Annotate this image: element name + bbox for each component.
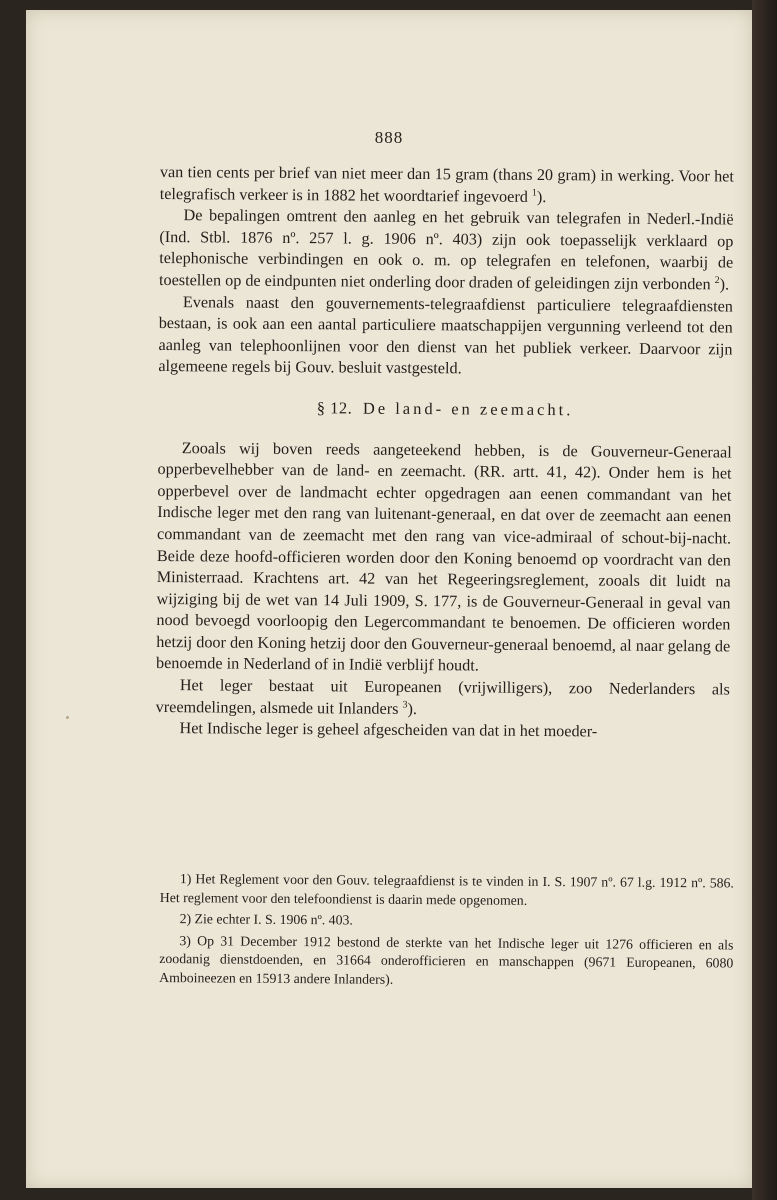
page-number: 888 — [374, 128, 404, 147]
footnote-1: 1) Het Reglement voor den Gouv. telegraafdienst is te vinden in I. S. 1907 nº. 67 l.g. 1912 nº. 586. Het reglement voor den telefoondienst is daarin mede opgenomen. — [159, 871, 734, 908]
paper-speck — [66, 716, 69, 719]
paragraph-commanders: Zooals wij boven reeds aangeteekend hebben, is de Gouverneur-Generaal opperbevelhebber van de land- en zeemacht. (RR. artt. 41, 42). Onder hem is het opperbevel over de landmacht echter opgedragen aan eenen commandant van het Indische leger met den rang van luitenant-generaal, en dat over de zeemacht aan eenen commandant van de zeemacht met den rang van vice-admiraal of schout-bij-nacht. Beide deze hoofd-officieren worden door den Koning benoemd op voordracht van den Ministerraad. Krachtens art. 42 van het Regeeringsreglement, zooals dit luidt na wijziging bij de wet van 14 Juli 1909, S. 177, is de Gouverneur-Generaal in geval van nood bevoegd voorloopig den Legercommandant te benoemen. De officieren worden hetzij door den Koning hetzij door den Gouverneur-generaal benoemd, al naar gelang de benoemde in Nederland of in Indië verblijf houdt. — [155, 438, 732, 675]
paragraph-army-composition: Het leger bestaat uit Europeanen (vrijwilligers), zoo Nederlanders als vreemdelingen, alsmede uit Inlanders $^3$). — [155, 676, 730, 718]
section-number: § 12. — [316, 398, 353, 418]
book-page — [26, 10, 752, 1188]
book-edge — [752, 0, 777, 1200]
paragraph-continued: van tien cents per brief van niet meer dan 15 gram (thans 20 gram) in werking. Voor het telegrafisch verkeer is in 1882 het woordtarief ingevoerd $^1$). — [159, 162, 734, 206]
section-title: De land- en zeemacht. — [362, 398, 574, 420]
footnote-ref-3[interactable]: 3 — [402, 699, 408, 711]
main-text — [155, 162, 734, 744]
footnote-2: 2) Zie echter I. S. 1906 nº. 403. — [179, 911, 353, 928]
paragraph-telegraph-rules: De bepalingen omtrent den aanleg en het gebruik van telegrafen in Nederl.-Indië (Ind. Stbl. 1876 nº. 257 l. g. 1906 nº. 403) zijn ook toepasselijk verklaard op telephonische verbindingen en ook o. m. op telegrafen en telefonen, waarbij de toestellen op de eindpunten niet onderling door draden of geleidingen zijn verbonden $^2$). — [159, 206, 734, 294]
footnotes — [159, 870, 734, 995]
footnote-ref-1[interactable]: 1 — [531, 187, 537, 199]
footnote-ref-2[interactable]: 2 — [714, 274, 720, 286]
paragraph-army-separate: Het Indische leger is geheel afgescheiden van dat in het moeder- — [179, 719, 598, 741]
section-heading — [158, 396, 732, 422]
paragraph-private-services: Evenals naast den gouvernements-telegraafdienst particuliere telegraafdiensten bestaan, is ook aan een aantal particuliere maatschappijen vergunning verleend tot den aanleg van telephoonlijnen voor den dienst van het publiek verkeer. Daarvoor zijn algemeene regels bij Gouv. besluit vastgesteld. — [158, 292, 733, 378]
footnote-3: 3) Op 31 December 1912 bestond de sterkte van het Indische leger uit 1276 officieren en als zoodanig dienstdoenden, en 31664 onderofficieren en manschappen (9671 Europeanen, 6080 Amboineezen en 15913 andere Inlanders). — [159, 932, 734, 987]
